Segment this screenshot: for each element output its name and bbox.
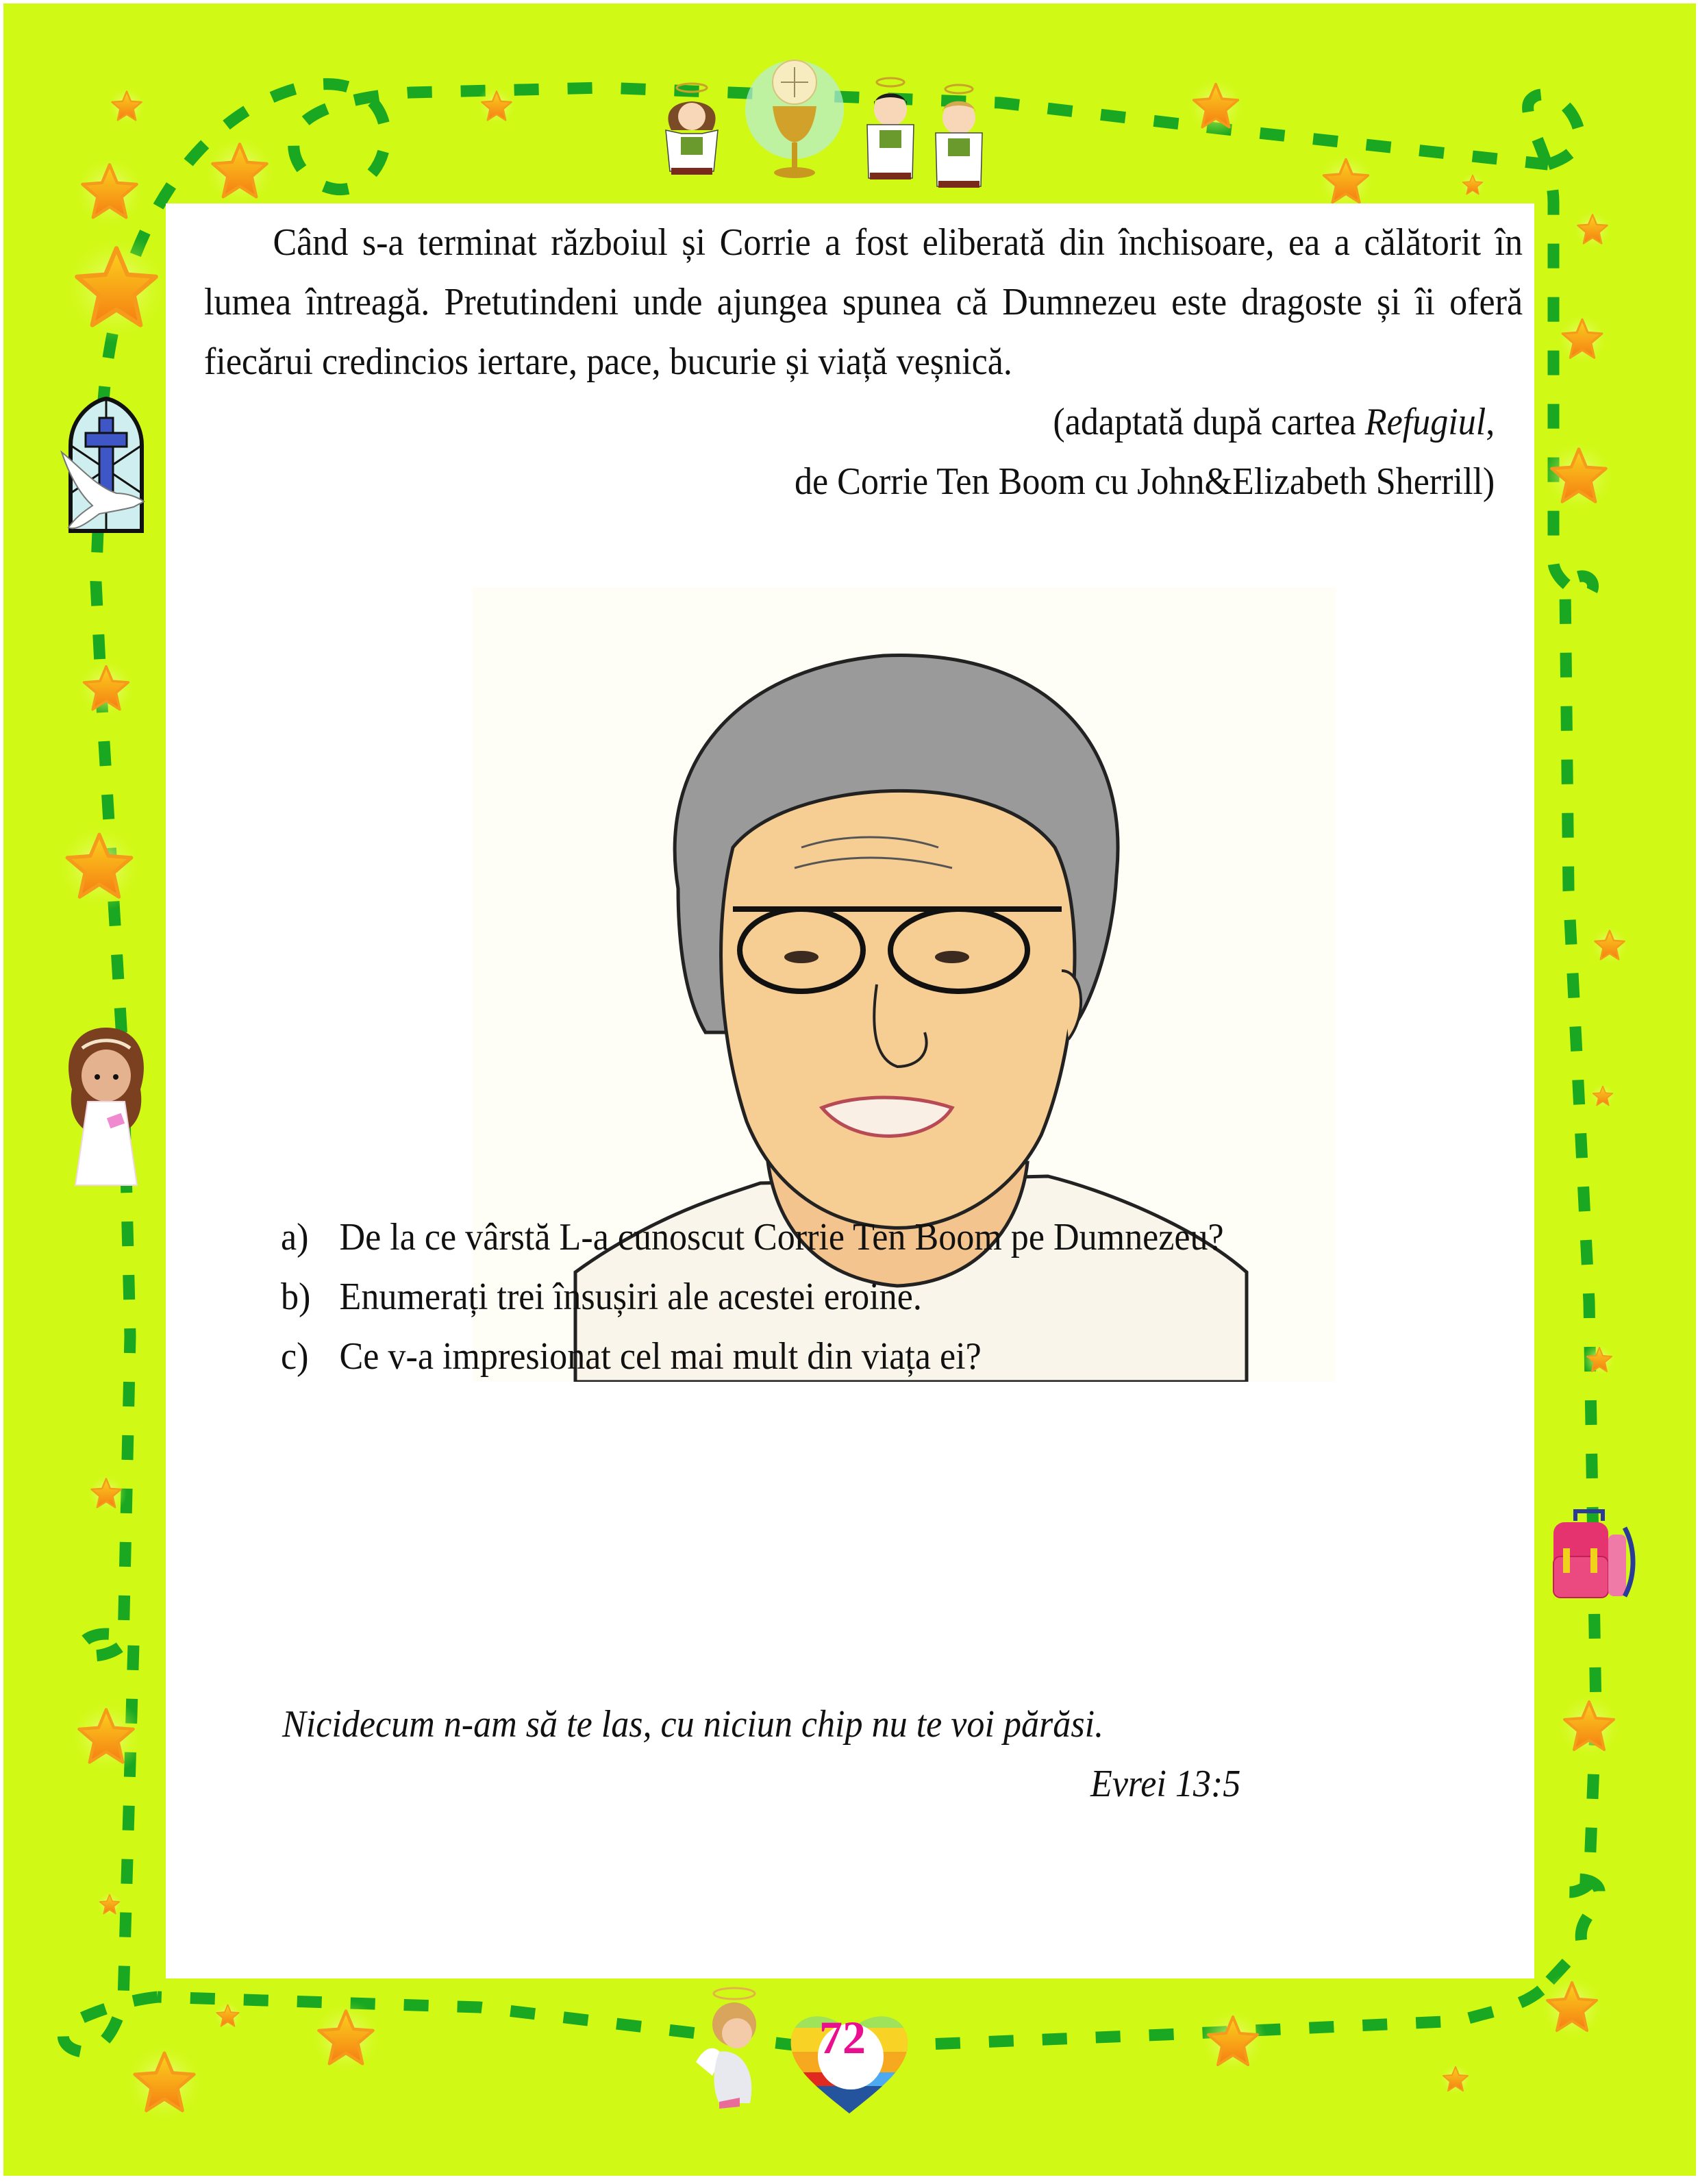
star-icon [55,822,144,911]
star-icon [202,134,277,209]
star-icon [1459,171,1486,199]
star-icon [1538,1973,1606,2042]
border-path-left [63,411,158,2052]
angel-choir-boy-icon [867,78,914,179]
question-item [281,1327,1224,1387]
star-icon [1555,312,1610,367]
school-backpack-icon [1548,1507,1637,1603]
content-panel [166,203,1534,1978]
star-icon [68,1699,144,1774]
angel-choir-girl-icon [666,84,718,175]
bible-verse: Nicidecum n-am să te las, cu niciun chip nu te voi părăsi. [282,1703,1104,1746]
angel-choir-boy-blond-icon [936,85,982,188]
star-icon [1589,1082,1616,1110]
verse-reference: Evrei 13:5 [1090,1763,1241,1805]
star-icon [1199,2007,1267,2076]
stained-glass-dove-cross-icon [58,390,154,534]
question-label: b) [281,1276,311,1318]
top-decorations [630,55,1041,192]
star-icon [308,2000,384,2076]
star-icon [1555,1692,1623,1761]
question-item [281,1208,1224,1267]
story-paragraph: Când s-a terminat războiul și Corrie a fost eliberată din închisoare, ea a călătorit în lumea întreagă. Pretutindeni unde ajungea spunea că Dumnezeu este dragoste și îi oferă fiecărui credincios iertare, pace, bucurie și viață veșnică. [204,221,1523,383]
star-icon [1572,209,1613,250]
chalice-host-icon [745,60,844,178]
question-item [281,1267,1224,1327]
star-icon [1541,438,1616,514]
portrait-face [721,791,1075,1228]
source-line-1: (adaptată după cartea Refugiul, [1053,401,1495,443]
star-icon [86,1473,127,1514]
star-icon [476,86,517,127]
question-text: Ce v-a impresionat cel mai mult din viața ei? [339,1335,982,1378]
star-icon [72,154,147,229]
praying-angel-icon [692,1980,767,2117]
star-icon [212,2000,243,2031]
star-icon [1185,75,1247,137]
book-title: Refugiul [1364,401,1486,443]
question-text: De la ce vârstă L-a cunoscut Corrie Ten Boom pe Dumnezeu? [339,1216,1224,1258]
source-citation [795,393,1495,512]
question-list [281,1208,1224,1387]
star-icon [96,1891,123,1918]
star-icon [1438,2062,1473,2096]
source-line-2: de Corrie Ten Boom cu John&Elizabeth Sherrill) [794,460,1495,503]
question-text: Enumerați trei însușiri ale acestei eroine. [339,1276,922,1318]
star-icon [1582,1343,1616,1377]
communion-girl-icon [62,1014,151,1192]
question-label: c) [281,1335,309,1378]
page-number: 72 [819,2011,866,2063]
star-icon [62,233,171,343]
star-icon [106,86,147,127]
star-icon [123,2042,205,2124]
question-label: a) [281,1216,309,1258]
star-icon [1589,925,1630,966]
star-icon [75,658,137,719]
